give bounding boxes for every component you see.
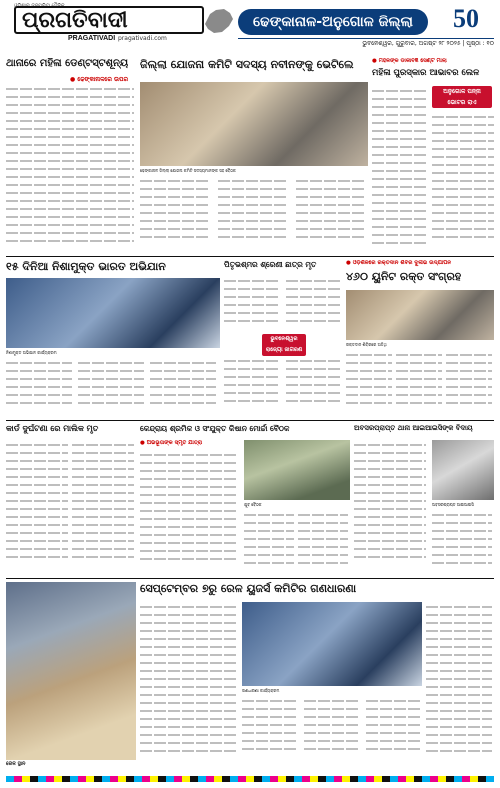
odisha-map-icon [202, 6, 236, 36]
highlight-tag: ଅନୁଗୋଳ ପନ୍ନା ଭୋଟର ରାଏ [432, 86, 492, 108]
article-body [432, 510, 494, 574]
news-photo [432, 440, 494, 500]
article-kicker: ● ମହିଳଙ୍କ ଡାକୀବିଜ୍ଞ ସେଣ୍ଟ ମାଲା [372, 58, 447, 64]
article-headline: ୧୫ ଦିନିଆ ନିଶାମୁକ୍ତ ଭାରତ ଅଭିଯାନ [6, 260, 166, 273]
website: pragativadi.com [118, 35, 167, 42]
article-headline: ୪୬୦ ୟୁନିଟ ରକ୍ତ ସଂଗ୍ରହ [346, 270, 462, 283]
news-photo [6, 582, 136, 760]
article-headline: ମହିଳା ପୁରସ୍କାର ଆଭାବର ଲେଳ [372, 68, 480, 78]
article-body [140, 450, 240, 574]
dateline: ଭୁବନେଶ୍ୱର, ଗୁରୁବାର, ଅଗଷ୍ଟ ୨୮ ୨୦୨୫ | ପୃଷ୍ଠା : ୧୦ [238, 38, 494, 48]
article-body [140, 176, 368, 252]
article-body [6, 84, 136, 252]
article-body [346, 350, 494, 416]
article-headline: ଜିଲ୍ଲା ଯୋଜନା କମିଟି ସଦସ୍ୟ ନବୀନଙ୍କୁ ଭେଟିଲେ [140, 58, 354, 71]
article-kicker: ● ଢେଙ୍କାନାଳରେ ଉପର [70, 76, 129, 83]
article-body [432, 112, 494, 252]
edition-banner: ଢେଙ୍କାନାଳ-ଅନୁଗୋଳ ଜିଲ୍ଲା [238, 9, 428, 35]
article-headline: ଥାନାରେ ମହିଳା ଡେଣ୍ଟସ୍ଟଶୂନ୍ୟ [6, 58, 129, 69]
divider [6, 256, 494, 257]
article-headline: ଅବସରପ୍ରାପ୍ତ ଥାନା ଆଇଆଇସିଙ୍କ ବିଦାୟ [354, 424, 473, 432]
article-body [354, 440, 428, 574]
newspaper-logo: ପ୍ରଗତିବାଦୀ [14, 6, 204, 34]
photo-caption: ନିଶାମୁକ୍ତ ଅଭିଯାନ କାର୍ଯ୍ୟକ୍ରମ [6, 350, 57, 355]
news-photo [140, 82, 368, 166]
photo-caption: ଅବସରପ୍ରାପ୍ତ ଆଇଆଇସି [432, 502, 474, 507]
divider [6, 420, 494, 421]
article-body [242, 696, 422, 760]
news-photo [242, 602, 422, 686]
photo-caption: ଢେଙ୍କାନାଳ ଜିଲ୍ଲା ଯୋଜନା କମିଟି ସଦସ୍ୟମାନଙ୍କ ସହ ବୈଠକ [140, 168, 236, 173]
article-headline: ପିତୃଭଶ୍ମର ଶ୍ରେଣୀ ଛାତ୍ର ମୃତ [224, 260, 317, 269]
highlight-tag: ଭୁବନେଶ୍ୱର ରାଜ୍ୟୋ ଜାଗରଣ [262, 334, 306, 356]
article-body [426, 602, 494, 760]
logo-subtitle: PRAGATIVADI [68, 35, 116, 42]
article-body [6, 358, 220, 416]
article-headline: ସେପ୍ଟେମ୍ବର ୭ରୁ ରେଳ ୟୁଜର୍ସ କମିଟିର ଗଣଧାରଣା [140, 582, 357, 595]
article-body [244, 510, 350, 574]
divider [6, 578, 494, 579]
article-body [224, 276, 342, 416]
photo-caption: ରକ୍ତଦାନ ଶିବିରରେ ଅତିଥି [346, 342, 387, 347]
news-photo [346, 290, 494, 340]
news-photo [244, 440, 350, 500]
article-headline: କେନ୍ଦ୍ରାୟ ଶ୍ରମିକ ଓ ସଂଯୁକ୍ତ କିଷାନ ମୋର୍ଚ୍ଚା ବୈଠକ [140, 424, 290, 433]
article-body [140, 602, 238, 760]
article-headline: କାର୍ଡ ଦୁର୍ଘଟଣା ରେ ମାଲିକ ମୃତ [6, 424, 99, 433]
article-body [6, 440, 136, 574]
anniversary-badge: 50 [453, 4, 479, 33]
news-photo [6, 278, 220, 348]
registration-bar [6, 776, 494, 782]
photo-caption: ରେଳ ସ୍ଥାନ [6, 761, 26, 767]
article-body [372, 86, 428, 252]
photo-caption: ଗଣଧାରଣା କାର୍ଯ୍ୟକ୍ରମ [242, 688, 280, 693]
article-kicker: ● ଓଡ଼ିଶିଳରେ ରକ୍ତଦାନ ଶିବିର ଦୁର୍ଲଭ ଉଦ୍ଯାପନ [346, 260, 452, 266]
masthead [6, 4, 494, 48]
article-kicker: ● ଅଭିଭୂତାଙ୍କ ସ୍ମୃତି ଯାତ୍ରା [140, 440, 203, 446]
photo-caption: ଯୁବ ବୈଠକ [244, 502, 262, 507]
